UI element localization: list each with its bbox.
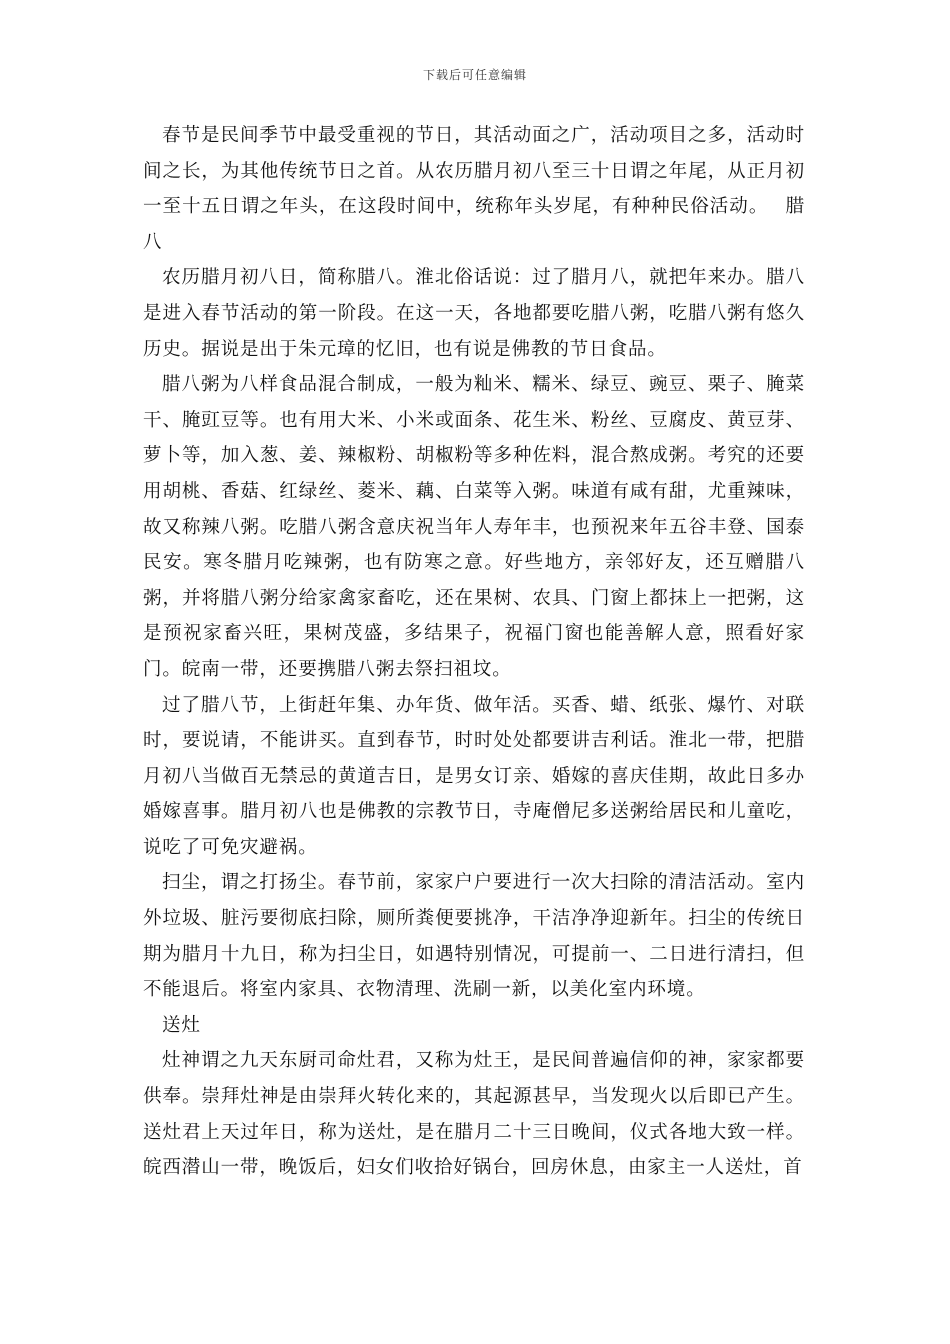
section-heading-kitchen-god: 送灶	[162, 1014, 201, 1036]
paragraph-laba-day: 农历腊月初八日，简称腊八。淮北俗话说：过了腊月八，就把年来办。腊八是进入春节活动的第一阶段。在这一天，各地都要吃腊八粥，吃腊八粥有悠久历史。据说是出于朱元璋的忆旧，也有说是佛教的节日食品。	[143, 267, 805, 360]
page-header: 下载后可任意编辑	[422, 68, 527, 82]
paragraph-kitchen-god: 灶神谓之九天东厨司命灶君，又称为灶王，是民间普遍信仰的神，家家都要供奉。崇拜灶神是由崇拜火转化来的，其起源甚早，当发现火以后即已产生。送灶君上天过年日，称为送灶，是在腊月二十三日晚间，仪式各地大致一样。皖西潜山一带，晚饭后，妇女们收拾好锅台，回房休息，由家主一人送灶，首	[143, 1050, 805, 1179]
paragraph-spring-festival-intro: 春节是民间季节中最受重视的节日，其活动面之广，活动项目之多，活动时间之长，为其他传统节日之首。从农历腊月初八至三十日谓之年尾，从正月初一至十五日谓之年头，在这段时间中，统称年头岁尾，有种种民俗活动。 腊八	[143, 125, 805, 253]
paragraph-dust-sweeping: 扫尘，谓之打扬尘。春节前，家家户户要进行一次大扫除的清洁活动。室内外垃圾、脏污要彻底扫除，厕所粪便要挑净，干洁净净迎新年。扫尘的传统日期为腊月十九日，称为扫尘日，如遇特别情况，可提前一、二日进行清扫，但不能退后。将室内家具、衣物清理、洗刷一新，以美化室内环境。	[143, 872, 805, 1001]
paragraph-after-laba: 过了腊八节，上街赶年集、办年货、做年活。买香、蜡、纸张、爆竹、对联时，要说请，不能讲买。直到春节，时时处处都要讲吉利话。淮北一带，把腊月初八当做百无禁忌的黄道吉日，是男女订亲、婚嫁的喜庆佳期，故此日多办婚嫁喜事。腊月初八也是佛教的宗教节日，寺庵僧尼多送粥给居民和儿童吃，说吃了可免灾避祸。	[143, 694, 805, 858]
paragraph-laba-porridge: 腊八粥为八样食品混合制成，一般为籼米、糯米、绿豆、豌豆、栗子、腌菜干、腌豇豆等。也有用大米、小米或面条、花生米、粉丝、豆腐皮、黄豆芽、萝卜等，加入葱、姜、辣椒粉、胡椒粉等多种佐料，混合熬成粥。考究的还要用胡桃、香菇、红绿丝、菱米、藕、白菜等入粥。味道有咸有甜，尤重辣味，故又称辣八粥。吃腊八粥含意庆祝当年人寿年丰，也预祝来年五谷丰登、国泰民安。寒冬腊月吃辣粥，也有防寒之意。好些地方，亲邻好友，还互赠腊八粥，并将腊八粥分给家禽家畜吃，还在果树、农具、门窗上都抹上一把粥，这是预祝家畜兴旺，果树茂盛，多结果子，祝福门窗也能善解人意，照看好家门。皖南一带，还要携腊八粥去祭扫祖坟。	[143, 374, 805, 680]
document-body	[143, 118, 805, 1186]
